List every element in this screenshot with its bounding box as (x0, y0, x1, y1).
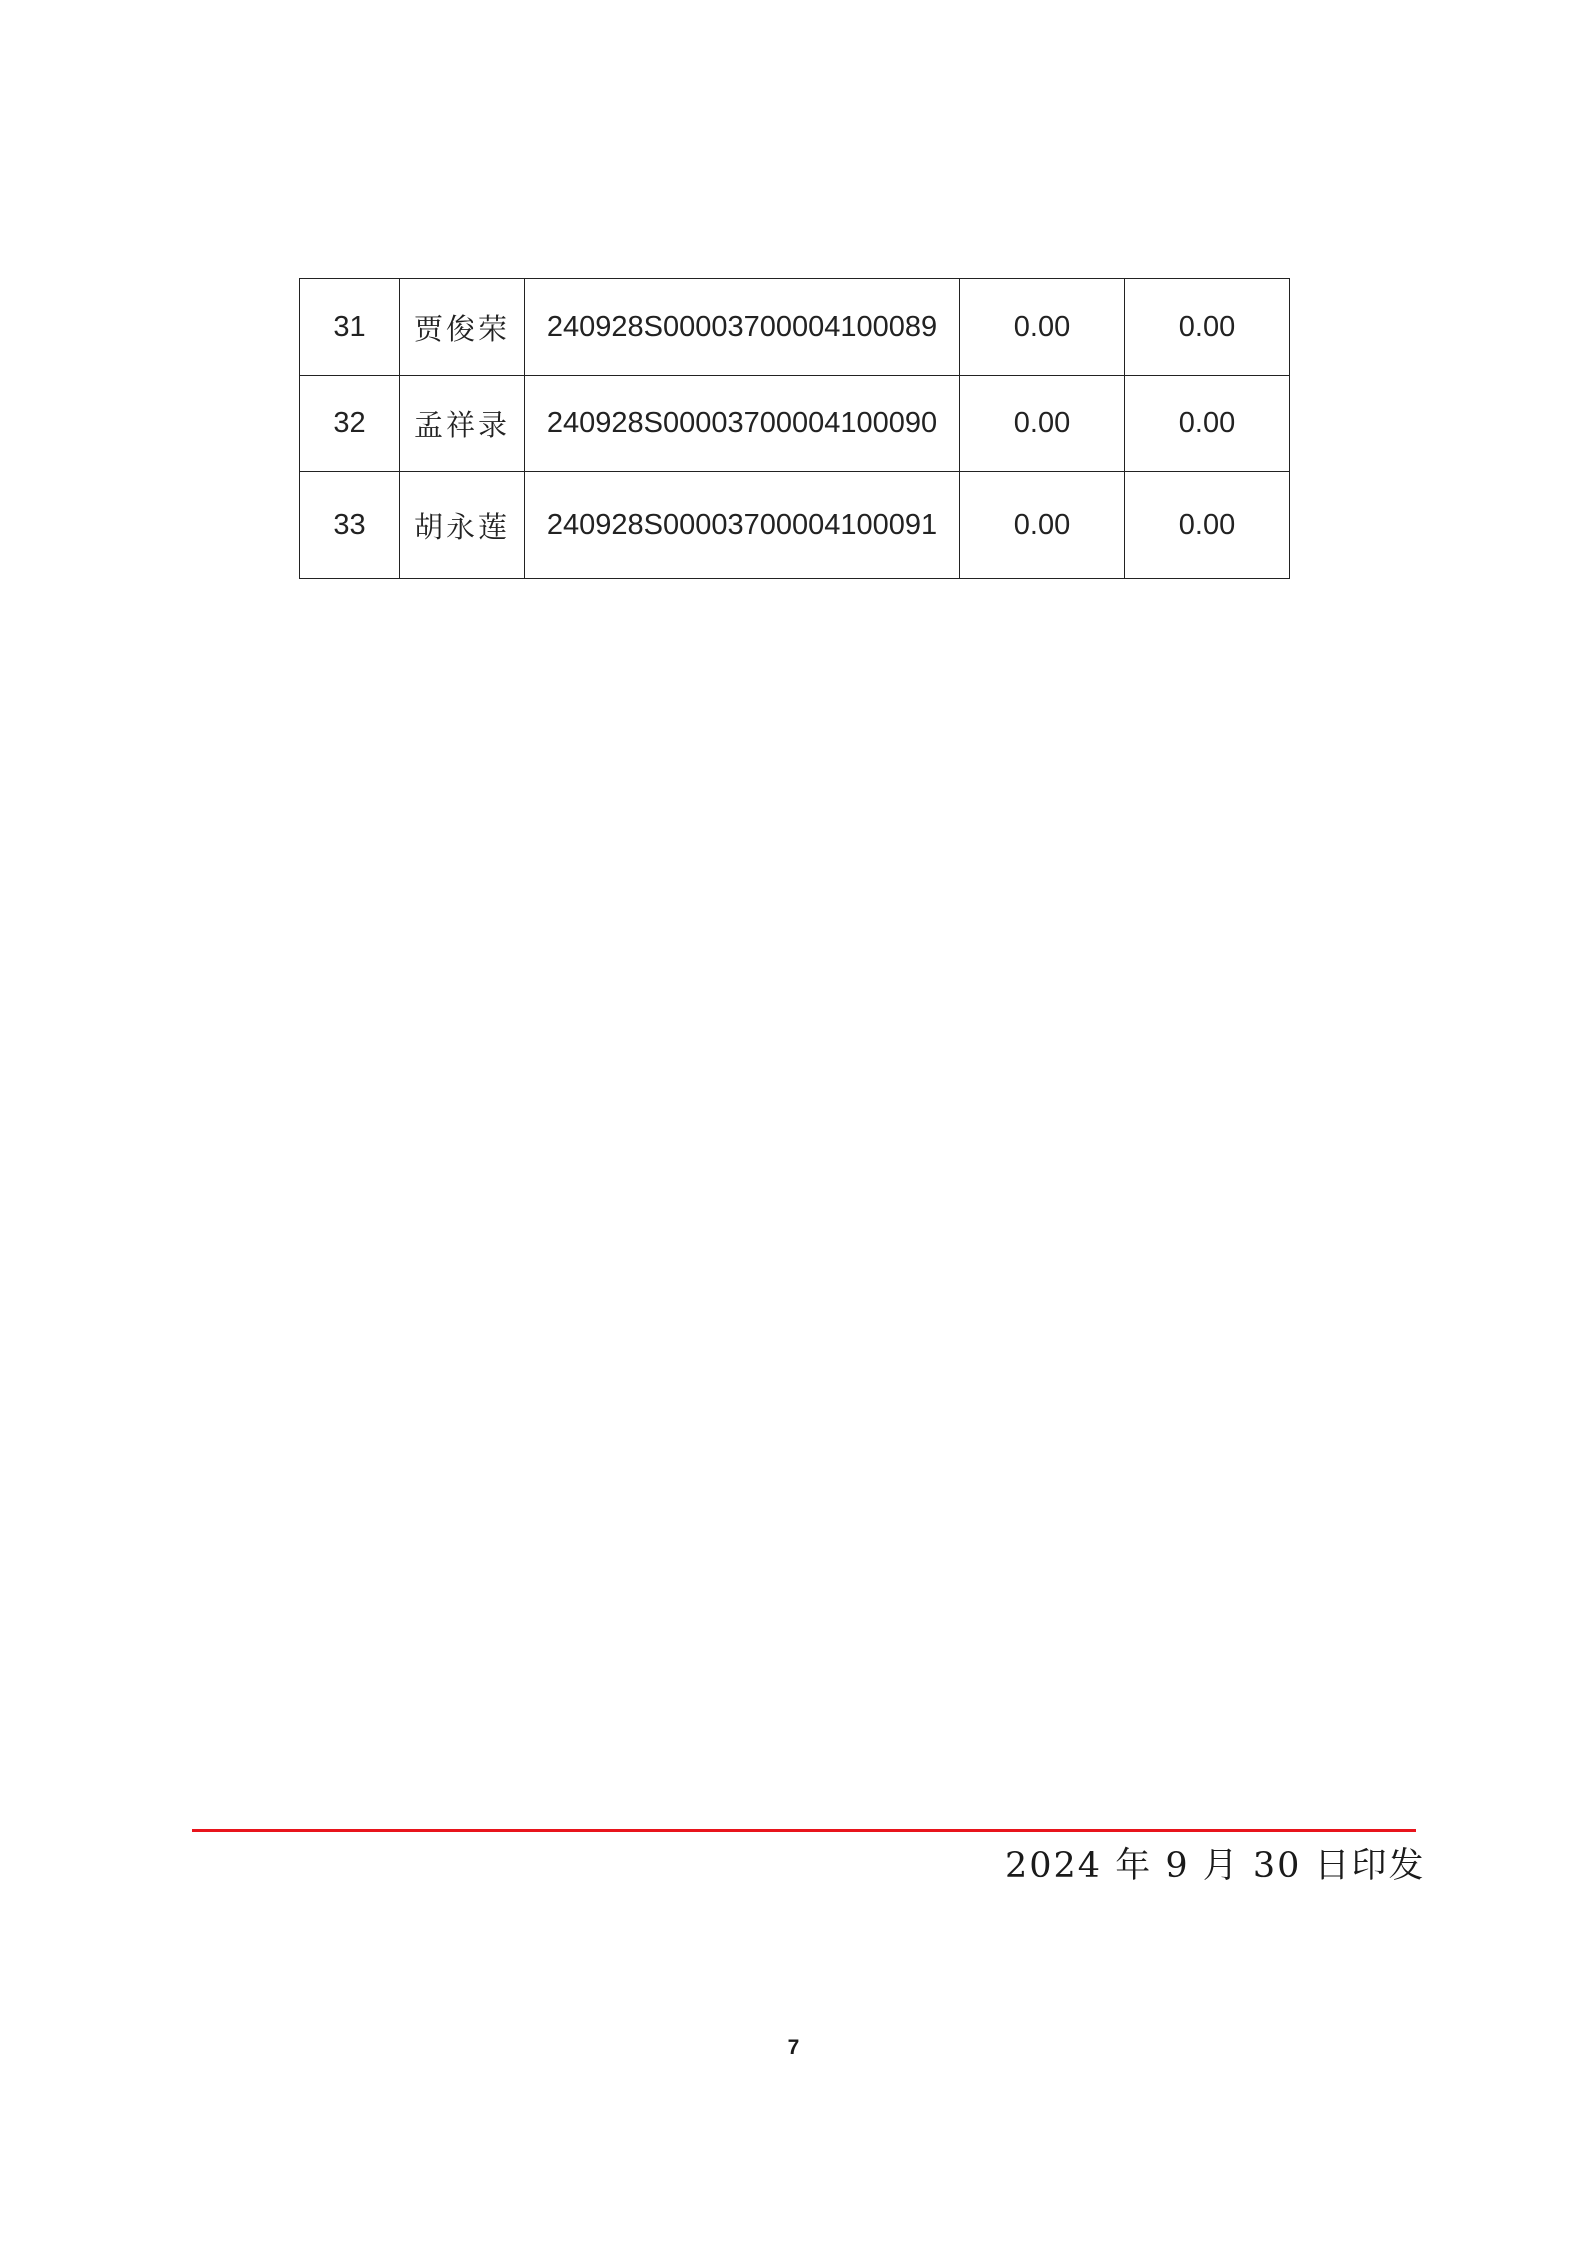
row-index: 33 (300, 472, 400, 579)
amount-b: 0.00 (1125, 376, 1290, 472)
table-row (300, 472, 1290, 579)
row-index: 31 (300, 279, 400, 376)
amount-a: 0.00 (960, 472, 1125, 579)
record-code: 240928S00003700004100091 (525, 472, 960, 579)
record-code: 240928S00003700004100089 (525, 279, 960, 376)
issue-date: 2024 年 9 月 30 日印发 (1005, 1846, 1426, 1886)
row-index: 32 (300, 376, 400, 472)
table-row (300, 279, 1290, 376)
amount-a: 0.00 (960, 279, 1125, 376)
amount-b: 0.00 (1125, 279, 1290, 376)
records-table (299, 278, 1290, 579)
red-divider-rule (192, 1829, 1416, 1832)
amount-a: 0.00 (960, 376, 1125, 472)
table-row (300, 376, 1290, 472)
page-number: 7 (787, 2036, 800, 2059)
person-name: 孟祥录 (400, 376, 525, 472)
person-name: 胡永莲 (400, 472, 525, 579)
amount-b: 0.00 (1125, 472, 1290, 579)
person-name: 贾俊荣 (400, 279, 525, 376)
record-code: 240928S00003700004100090 (525, 376, 960, 472)
